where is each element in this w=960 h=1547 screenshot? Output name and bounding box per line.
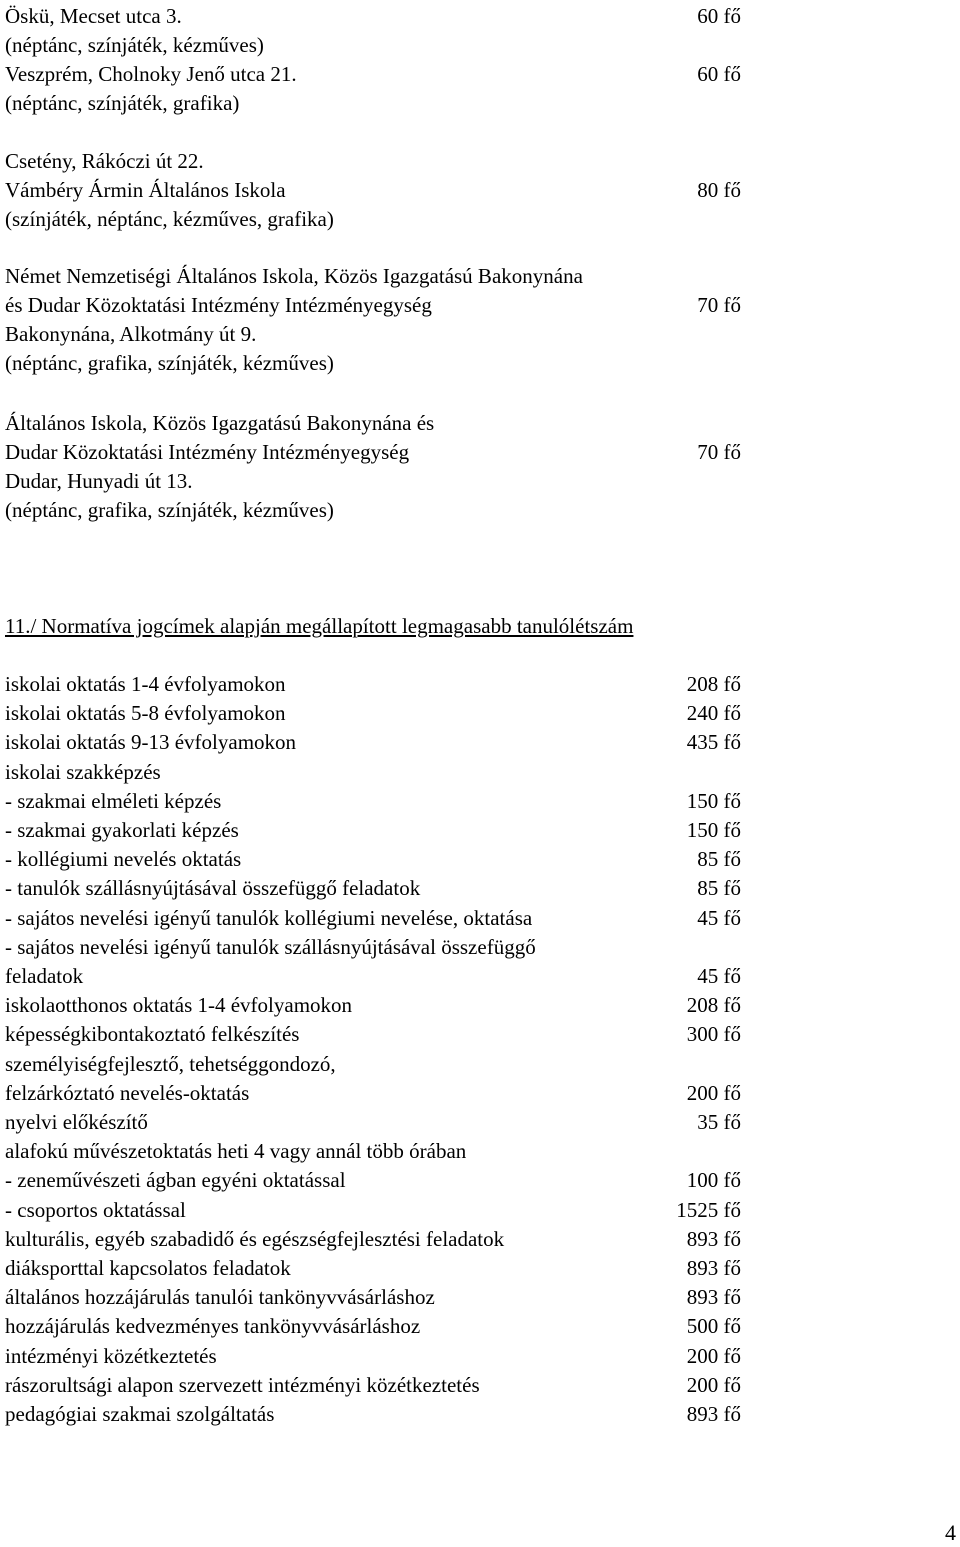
row-label: diáksporttal kapcsolatos feladatok [5, 1256, 291, 1280]
capacity-value: 70 fő [697, 440, 741, 464]
location-line: Csetény, Rákóczi út 22. [5, 149, 204, 173]
row-label: - csoportos oktatással [5, 1198, 186, 1222]
row-value: 85 fő [697, 876, 741, 900]
section-heading: 11./ Normatíva jogcímek alapján megállapított legmagasabb tanulólétszám [5, 614, 634, 638]
capacity-value: 60 fő [697, 62, 741, 86]
row-value: 893 fő [686, 1256, 741, 1280]
row-label: iskolai szakképzés [5, 760, 161, 784]
row-value: 240 fő [686, 701, 741, 725]
capacity-value: 60 fő [697, 4, 741, 28]
row-value: 893 fő [686, 1227, 741, 1251]
row-label: - sajátos nevelési igényű tanulók szállásnyújtásával összefüggő [5, 935, 536, 959]
location-activities: (néptánc, grafika, színjáték, kézműves) [5, 351, 334, 375]
row-label: iskolai oktatás 5-8 évfolyamokon [5, 701, 286, 725]
row-label: feladatok [5, 964, 84, 988]
row-value: 85 fő [697, 847, 741, 871]
row-label: kulturális, egyéb szabadidő és egészségfejlesztési feladatok [5, 1227, 505, 1251]
row-label: iskolai oktatás 1-4 évfolyamokon [5, 672, 286, 696]
row-label: hozzájárulás kedvezményes tankönyvvásárláshoz [5, 1314, 421, 1338]
row-label: pedagógiai szakmai szolgáltatás [5, 1402, 275, 1426]
location-activities: (néptánc, színjáték, kézműves) [5, 33, 264, 57]
location-line: Öskü, Mecset utca 3. [5, 4, 182, 28]
row-value: 200 fő [686, 1081, 741, 1105]
row-label: - szakmai gyakorlati képzés [5, 818, 239, 842]
location-line: Vámbéry Ármin Általános Iskola [5, 178, 286, 202]
row-label: alafokú művészetoktatás heti 4 vagy annál több órában [5, 1139, 467, 1163]
row-value: 300 fő [686, 1022, 741, 1046]
location-line: és Dudar Közoktatási Intézmény Intézményegység [5, 293, 432, 317]
location-line: Német Nemzetiségi Általános Iskola, Közös Igazgatású Bakonynána [5, 264, 583, 288]
row-value: 208 fő [686, 672, 741, 696]
row-label: - sajátos nevelési igényű tanulók kollégiumi nevelése, oktatása [5, 906, 533, 930]
row-label: - kollégiumi nevelés oktatás [5, 847, 242, 871]
row-value: 200 fő [686, 1373, 741, 1397]
row-value: 200 fő [686, 1344, 741, 1368]
row-value: 150 fő [686, 818, 741, 842]
location-line: Veszprém, Cholnoky Jenő utca 21. [5, 62, 297, 86]
row-value: 893 fő [686, 1402, 741, 1426]
row-label: személyiségfejlesztő, tehetséggondozó, [5, 1052, 336, 1076]
row-value: 35 fő [697, 1110, 741, 1134]
location-activities: (néptánc, grafika, színjáték, kézműves) [5, 498, 334, 522]
row-label: - zeneművészeti ágban egyéni oktatással [5, 1168, 346, 1192]
row-label: iskolaotthonos oktatás 1-4 évfolyamokon [5, 993, 353, 1017]
row-value: 100 fő [686, 1168, 741, 1192]
row-value: 45 fő [697, 964, 741, 988]
location-activities: (néptánc, színjáték, grafika) [5, 91, 240, 115]
row-value: 893 fő [686, 1285, 741, 1309]
page-number: 4 [945, 1520, 956, 1545]
location-activities: (színjáték, néptánc, kézműves, grafika) [5, 207, 334, 231]
capacity-value: 80 fő [697, 178, 741, 202]
row-label: nyelvi előkészítő [5, 1110, 148, 1134]
row-label: felzárkóztató nevelés-oktatás [5, 1081, 250, 1105]
location-line: Dudar, Hunyadi út 13. [5, 469, 193, 493]
row-label: - tanulók szállásnyújtásával összefüggő feladatok [5, 876, 421, 900]
row-label: iskolai oktatás 9-13 évfolyamokon [5, 730, 297, 754]
row-label: - szakmai elméleti képzés [5, 789, 222, 813]
row-value: 45 fő [697, 906, 741, 930]
capacity-value: 70 fő [697, 293, 741, 317]
row-value: 435 fő [686, 730, 741, 754]
row-value: 208 fő [686, 993, 741, 1017]
row-label: rászorultsági alapon szervezett intézményi közétkeztetés [5, 1373, 480, 1397]
row-label: általános hozzájárulás tanulói tankönyvvásárláshoz [5, 1285, 435, 1309]
row-value: 500 fő [686, 1314, 741, 1338]
location-line: Dudar Közoktatási Intézmény Intézményegység [5, 440, 410, 464]
location-line: Általános Iskola, Közös Igazgatású Bakonynána és [5, 411, 435, 435]
row-label: intézményi közétkeztetés [5, 1344, 217, 1368]
row-label: képességkibontakoztató felkészítés [5, 1022, 300, 1046]
row-value: 1525 fő [676, 1198, 741, 1222]
location-line: Bakonynána, Alkotmány út 9. [5, 322, 257, 346]
row-value: 150 fő [686, 789, 741, 813]
